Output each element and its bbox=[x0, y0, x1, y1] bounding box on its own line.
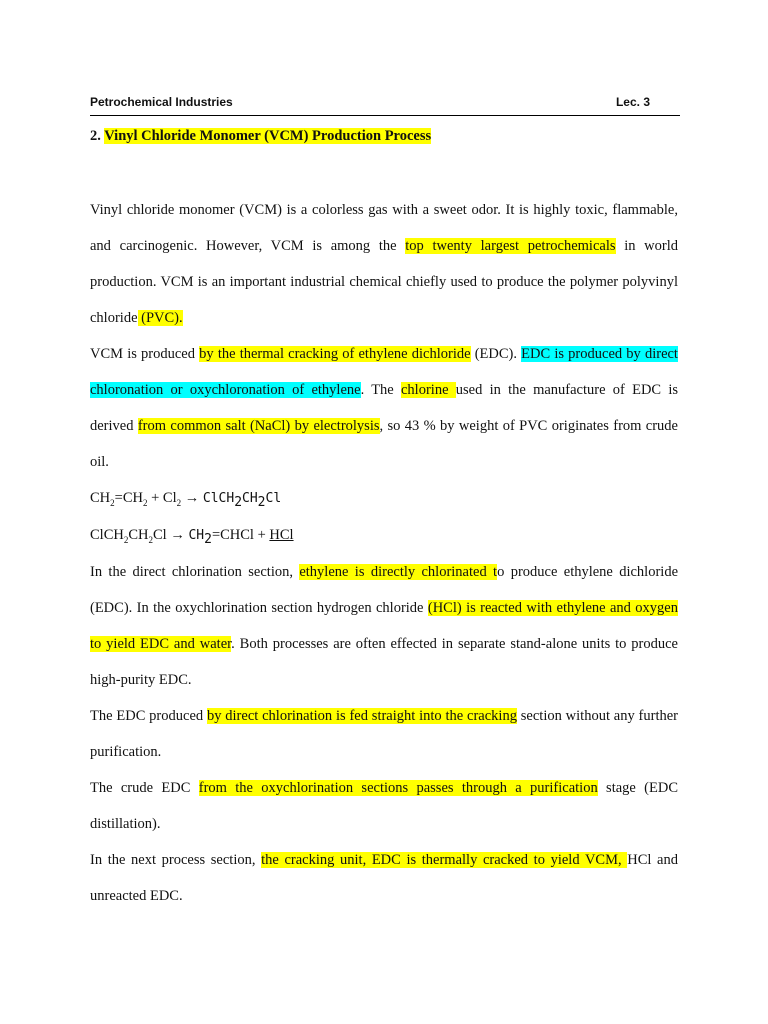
eq-subscript: 2 bbox=[148, 534, 153, 545]
text-run: In the direct chlorination section, bbox=[90, 564, 300, 580]
course-title: Petrochemical Industries bbox=[90, 95, 233, 109]
paragraph-edc-cracking-feed bbox=[90, 698, 678, 770]
highlight-run: (HCl) is reacted with ethylene and oxygen to yield EDC and water bbox=[90, 600, 678, 652]
eq-term: CH bbox=[128, 527, 149, 543]
highlight-run: chlorine bbox=[401, 382, 456, 398]
paragraph-crude-edc bbox=[90, 770, 678, 842]
body-text bbox=[90, 192, 678, 914]
equation-cracking bbox=[90, 517, 678, 554]
text-run: (EDC). bbox=[470, 346, 522, 362]
eq-term-underlined: HCl bbox=[269, 527, 294, 543]
paragraph-cracking-unit bbox=[90, 842, 678, 914]
text-run: , so 43 % by weight of PVC originates from crude oil. bbox=[90, 418, 678, 470]
text-run: o produce ethylene dichloride (EDC). In the oxychlorination section hydrogen chloride bbox=[90, 564, 679, 616]
eq-term: Cl bbox=[265, 491, 282, 506]
section-number: 2. bbox=[90, 128, 105, 144]
eq-subscript: 2 bbox=[123, 534, 129, 545]
text-run: in world production. VCM is an important industrial chemical chiefly used to produce the polymer polyvinyl chloride bbox=[90, 238, 679, 326]
eq-subscript: 2 bbox=[142, 497, 148, 508]
text-run: . The bbox=[360, 382, 401, 398]
eq-term: ClCH bbox=[90, 527, 124, 543]
paragraph-vcm-intro bbox=[90, 192, 678, 336]
eq-term: + Cl bbox=[147, 490, 177, 506]
reaction-arrow: → bbox=[166, 527, 189, 543]
highlight-run: by direct chlorination is fed straight into the cracking bbox=[206, 708, 517, 724]
eq-subscript: 2 bbox=[110, 497, 115, 508]
eq-subscript: 2 bbox=[234, 494, 243, 510]
highlight-run: from common salt (NaCl) by electrolysis bbox=[137, 418, 380, 434]
paragraph-direct-chlorination bbox=[90, 554, 678, 698]
highlight-run: from the oxychlorination sections passes through a purification bbox=[198, 780, 598, 796]
highlight-run: top twenty largest petrochemicals bbox=[405, 238, 616, 254]
text-run: used in the manufacture of EDC is derived bbox=[90, 382, 679, 434]
highlight-run: ethylene is directly chlorinated t bbox=[299, 564, 498, 580]
text-run: The EDC produced bbox=[90, 708, 207, 724]
lecture-number: Lec. 3 bbox=[615, 95, 650, 109]
text-run: Vinyl chloride monomer (VCM) is a colorless gas with a sweet odor. It is highly toxic, flammable, and carcinogenic. However, VCM is among the bbox=[90, 202, 678, 254]
equation-chlorination bbox=[90, 480, 678, 517]
section-heading bbox=[90, 128, 431, 145]
text-run: section without any further purification. bbox=[90, 708, 678, 760]
highlight-run: (PVC). bbox=[137, 310, 183, 326]
page-header bbox=[90, 93, 680, 116]
paragraph-vcm-production bbox=[90, 336, 678, 480]
text-run: HCl and unreacted EDC. bbox=[90, 852, 678, 904]
highlight-run: by the thermal cracking of ethylene dichloride bbox=[199, 346, 471, 362]
eq-term: ClCH bbox=[202, 491, 235, 506]
text-run: VCM is produced bbox=[90, 346, 200, 362]
text-run: In the next process section, bbox=[90, 852, 262, 868]
text-run: The crude EDC bbox=[90, 780, 199, 796]
eq-term: CH bbox=[90, 490, 111, 506]
text-run: . Both processes are often effected in separate stand-alone units to produce high-purity EDC. bbox=[90, 636, 678, 688]
cyan-highlight-run: EDC is produced by direct chloronation or oxychloronation of ethylene bbox=[90, 346, 678, 398]
highlight-run: the cracking unit, EDC is thermally cracked to yield VCM, bbox=[261, 852, 628, 868]
eq-term: =CHCl + bbox=[211, 527, 270, 543]
eq-term: Cl bbox=[153, 527, 167, 543]
eq-subscript: 2 bbox=[204, 531, 212, 547]
text-run: stage (EDC distillation). bbox=[90, 780, 678, 832]
eq-subscript: 2 bbox=[257, 494, 266, 510]
eq-term: =CH bbox=[114, 490, 143, 506]
eq-term: CH bbox=[188, 528, 205, 543]
section-title: Vinyl Chloride Monomer (VCM) Production Process bbox=[104, 128, 432, 144]
reaction-arrow: → bbox=[181, 490, 203, 506]
eq-term: CH bbox=[242, 491, 258, 506]
eq-subscript: 2 bbox=[176, 497, 182, 508]
